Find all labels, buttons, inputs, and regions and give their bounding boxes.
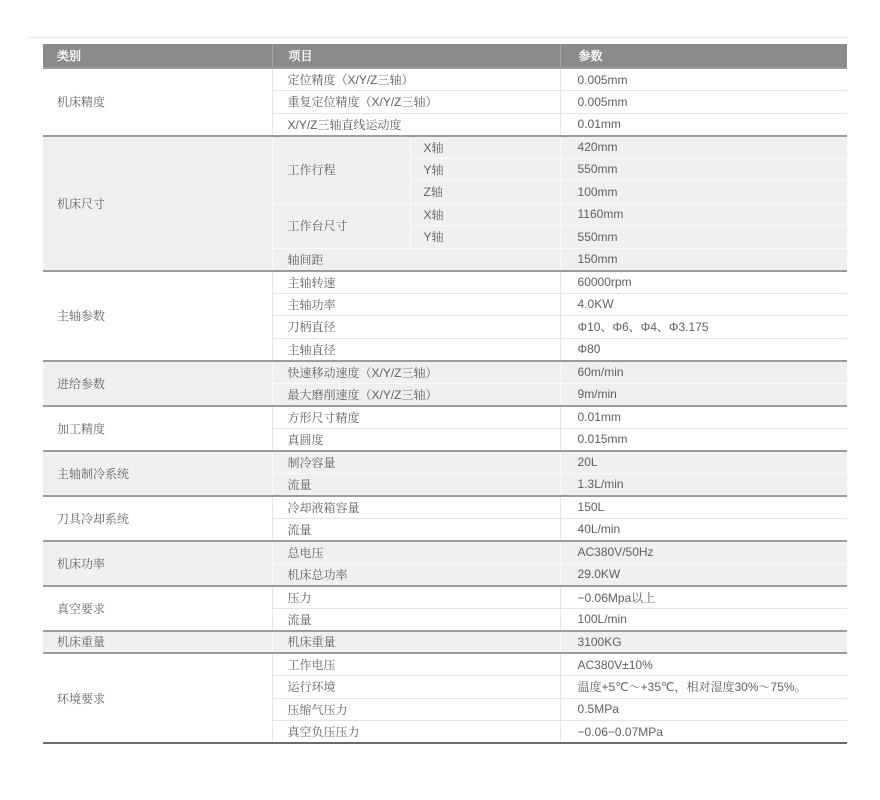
spec-row <box>43 631 847 654</box>
value-cell: 0.005mm <box>560 91 847 114</box>
value-cell: 29.0KW <box>560 563 847 586</box>
spec-row <box>43 68 847 91</box>
value-cell: 0.01mm <box>560 113 847 136</box>
value-cell: 0.01mm <box>560 406 847 429</box>
value-cell: 温度+5℃～+35℃，相对湿度30%～75%。 <box>560 676 847 699</box>
spec-row <box>43 361 847 384</box>
spec-row <box>43 586 847 609</box>
item-cell: 机床重量 <box>272 631 560 654</box>
value-cell: 0.005mm <box>560 68 847 91</box>
value-cell: −0.06−0.07MPa <box>560 721 847 744</box>
item-cell: 工作行程 <box>272 136 410 204</box>
item-cell: 轴间距 <box>272 248 560 271</box>
value-cell: 60000rpm <box>560 271 847 294</box>
axis-cell: X轴 <box>410 136 560 159</box>
axis-cell: Z轴 <box>410 181 560 204</box>
category-cell: 真空要求 <box>43 586 272 631</box>
axis-cell: Y轴 <box>410 158 560 181</box>
value-cell: 550mm <box>560 226 847 249</box>
value-cell: 100mm <box>560 181 847 204</box>
item-cell: 主轴直径 <box>272 338 560 361</box>
value-cell: 20L <box>560 451 847 474</box>
item-cell: 刀柄直径 <box>272 316 560 339</box>
item-cell: 制冷容量 <box>272 451 560 474</box>
category-cell: 机床重量 <box>43 631 272 654</box>
value-cell: 9m/min <box>560 383 847 406</box>
category-cell: 机床精度 <box>43 68 272 136</box>
item-cell: 压力 <box>272 586 560 609</box>
item-cell: X/Y/Z三轴直线运动度 <box>272 113 560 136</box>
value-cell: 420mm <box>560 136 847 159</box>
item-cell: 压缩气压力 <box>272 698 560 721</box>
value-cell: 4.0KW <box>560 293 847 316</box>
value-cell: 3100KG <box>560 631 847 654</box>
spec-row <box>43 496 847 519</box>
spec-table-header <box>43 44 847 68</box>
spec-table-container <box>43 44 847 744</box>
category-cell: 机床功率 <box>43 541 272 586</box>
item-cell: 真圆度 <box>272 428 560 451</box>
category-cell: 加工精度 <box>43 406 272 451</box>
spec-row <box>43 451 847 474</box>
header-cell-value: 参数 <box>560 44 847 68</box>
spec-row <box>43 136 847 159</box>
item-cell: 重复定位精度（X/Y/Z三轴） <box>272 91 560 114</box>
item-cell: 冷却液箱容量 <box>272 496 560 519</box>
value-cell: 0.015mm <box>560 428 847 451</box>
value-cell: 60m/min <box>560 361 847 384</box>
item-cell: 工作电压 <box>272 653 560 676</box>
spec-row <box>43 271 847 294</box>
category-cell: 刀具冷却系统 <box>43 496 272 541</box>
item-cell: 总电压 <box>272 541 560 564</box>
category-cell: 主轴参数 <box>43 271 272 361</box>
axis-cell: X轴 <box>410 203 560 226</box>
value-cell: 550mm <box>560 158 847 181</box>
item-cell: 流量 <box>272 473 560 496</box>
item-cell: 工作台尺寸 <box>272 203 410 248</box>
header-cell-category: 类别 <box>43 44 272 68</box>
item-cell: 主轴转速 <box>272 271 560 294</box>
value-cell: 100L/min <box>560 608 847 631</box>
value-cell: Φ10、Φ6、Φ4、Φ3.175 <box>560 316 847 339</box>
spec-row <box>43 406 847 429</box>
category-cell: 环境要求 <box>43 653 272 743</box>
value-cell: 40L/min <box>560 518 847 541</box>
value-cell: Φ80 <box>560 338 847 361</box>
value-cell: AC380V±10% <box>560 653 847 676</box>
item-cell: 流量 <box>272 518 560 541</box>
spec-row <box>43 653 847 676</box>
item-cell: 方形尺寸精度 <box>272 406 560 429</box>
value-cell: 1.3L/min <box>560 473 847 496</box>
top-divider-line <box>28 37 848 38</box>
spec-table <box>43 44 847 744</box>
item-cell: 最大磨削速度（X/Y/Z三轴） <box>272 383 560 406</box>
value-cell: AC380V/50Hz <box>560 541 847 564</box>
spec-row <box>43 541 847 564</box>
item-cell: 主轴功率 <box>272 293 560 316</box>
spec-table-body <box>43 68 847 743</box>
item-cell: 机床总功率 <box>272 563 560 586</box>
item-cell: 流量 <box>272 608 560 631</box>
item-cell: 运行环境 <box>272 676 560 699</box>
axis-cell: Y轴 <box>410 226 560 249</box>
item-cell: 定位精度（X/Y/Z三轴） <box>272 68 560 91</box>
category-cell: 机床尺寸 <box>43 136 272 271</box>
value-cell: −0.06Mpa以上 <box>560 586 847 609</box>
value-cell: 1160mm <box>560 203 847 226</box>
item-cell: 快速移动速度（X/Y/Z三轴） <box>272 361 560 384</box>
category-cell: 进给参数 <box>43 361 272 406</box>
value-cell: 150L <box>560 496 847 519</box>
item-cell: 真空负压压力 <box>272 721 560 744</box>
category-cell: 主轴制冷系统 <box>43 451 272 496</box>
value-cell: 150mm <box>560 248 847 271</box>
header-cell-item: 项目 <box>272 44 560 68</box>
value-cell: 0.5MPa <box>560 698 847 721</box>
